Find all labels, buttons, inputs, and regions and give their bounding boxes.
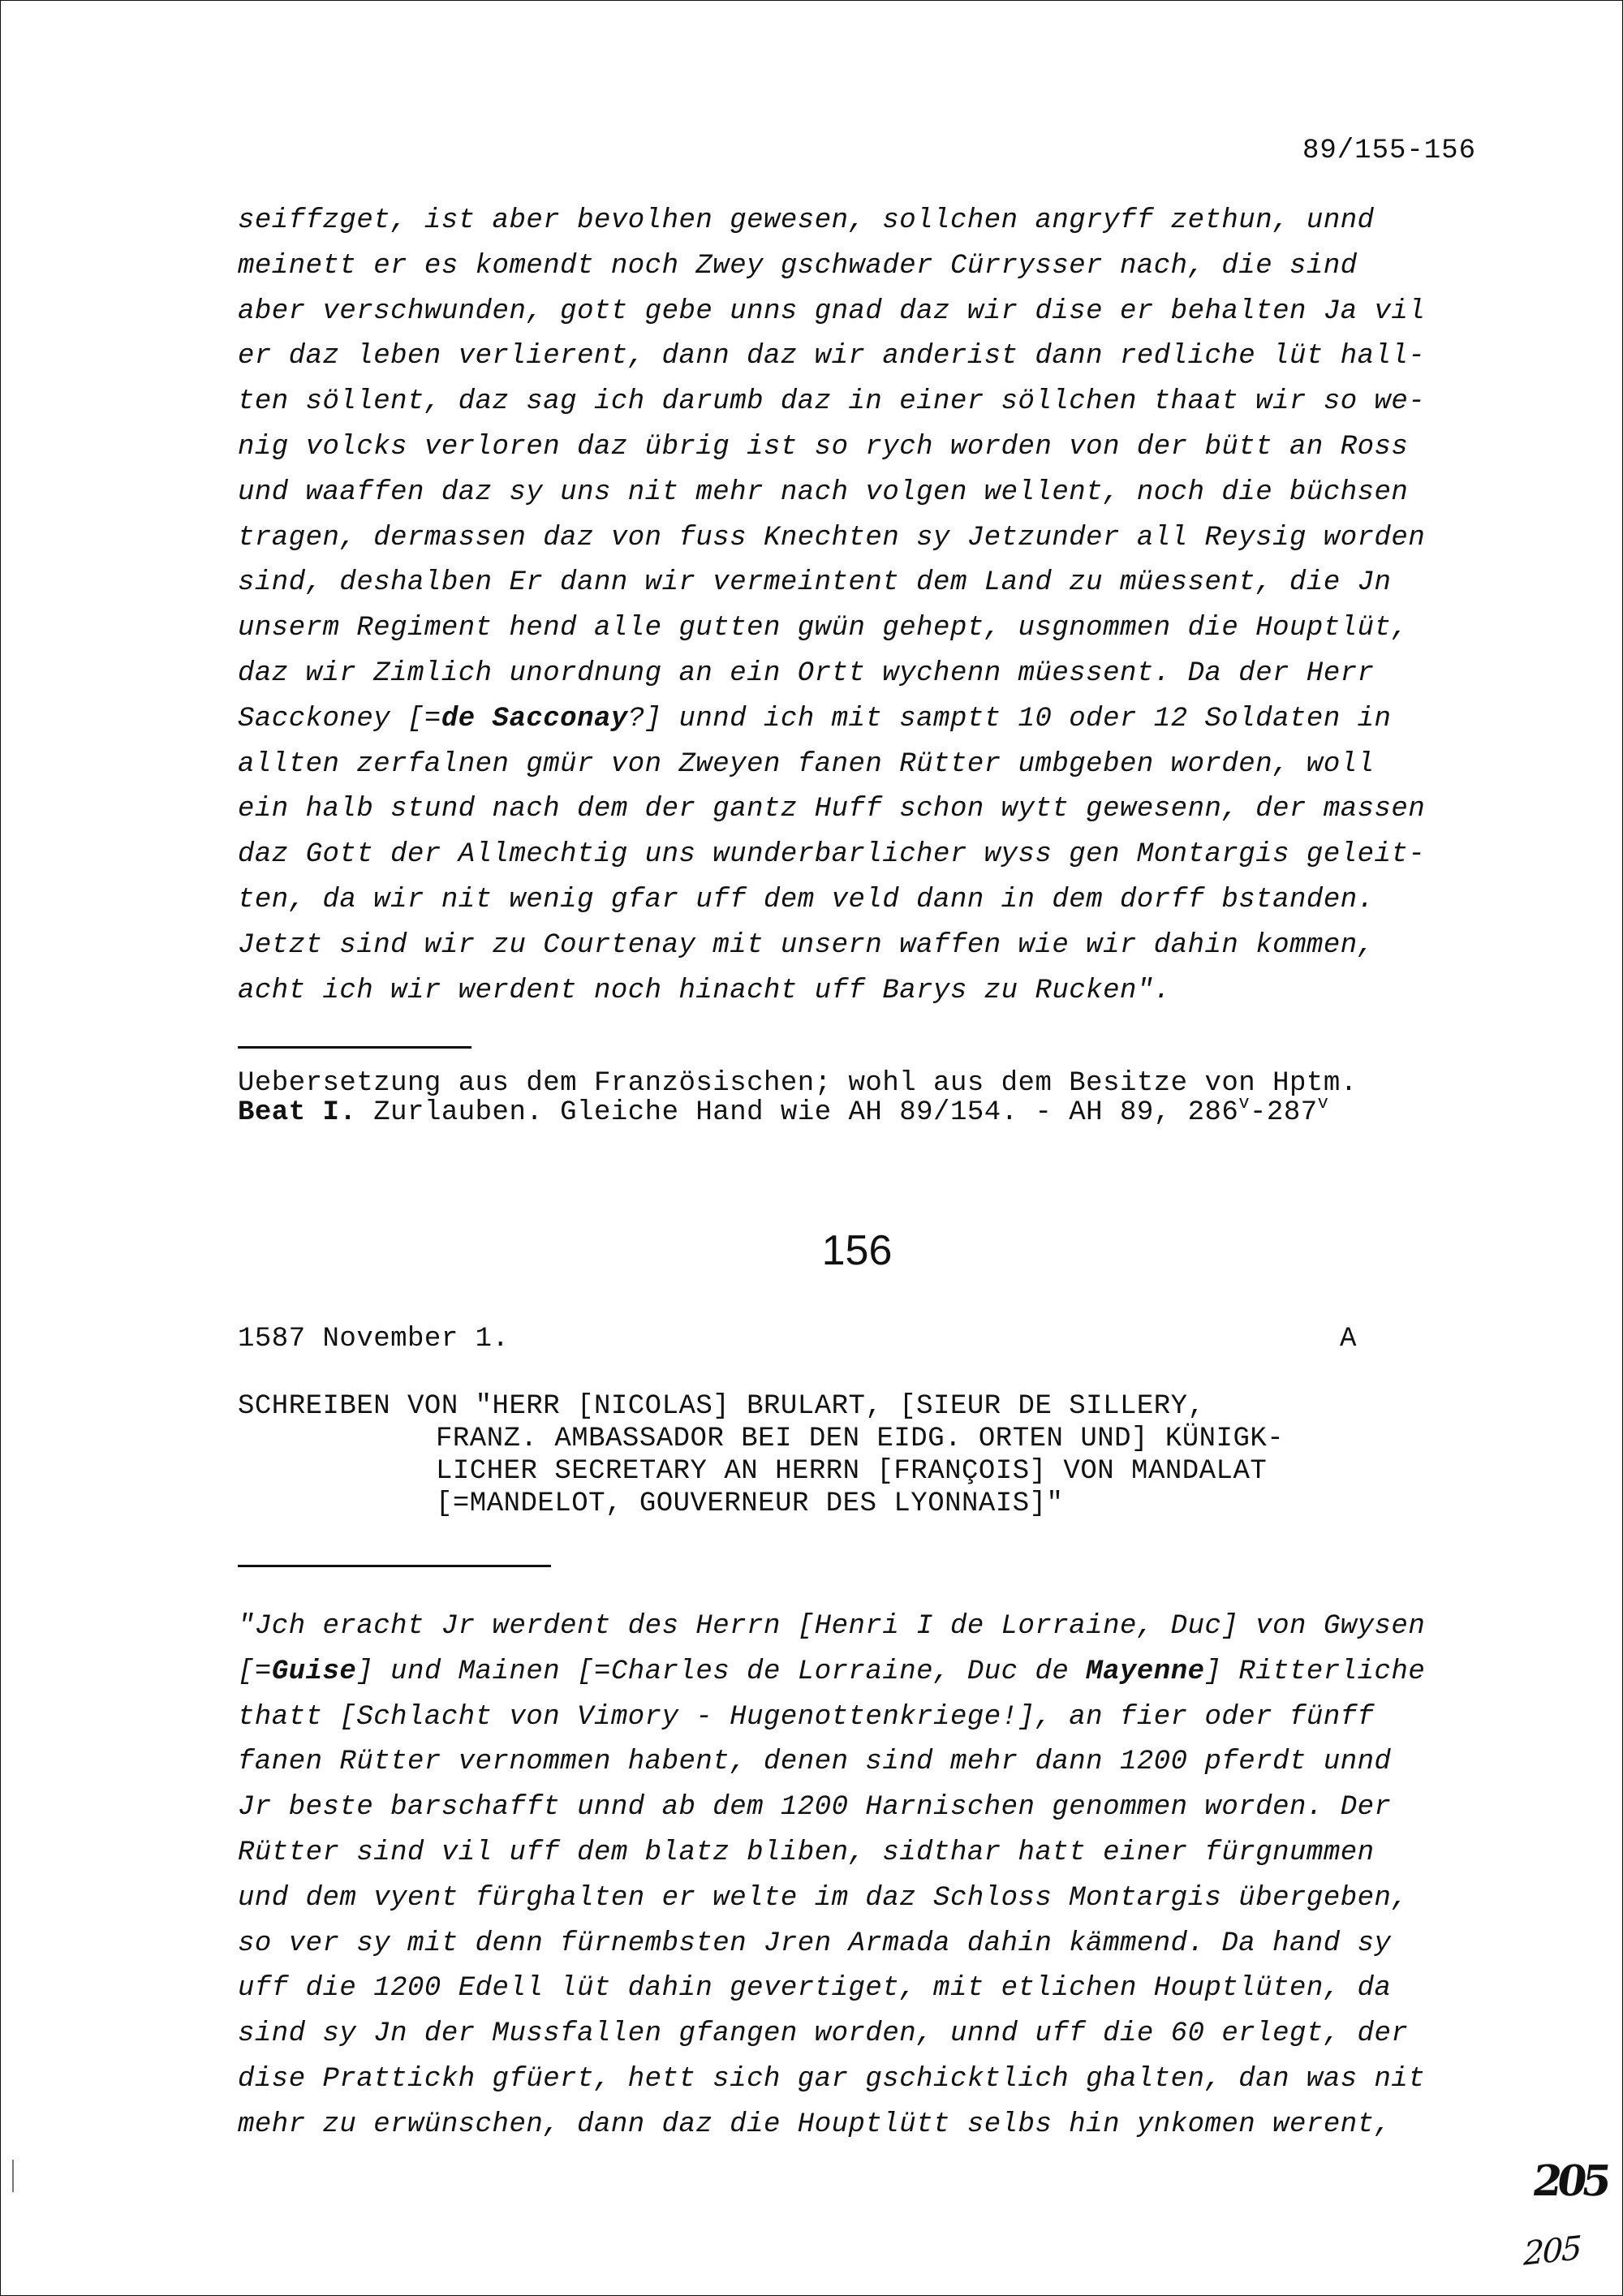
- text-segment: nig volcks verloren daz übrig ist so rych worden von der bütt an Ross: [238, 431, 1409, 463]
- margin-mark: [12, 2160, 14, 2192]
- text-segment: mehr zu erwünschen, dann daz die Houptlütt selbs hin ynkomen werent,: [238, 2109, 1392, 2140]
- heading-rule: [238, 1565, 551, 1567]
- footnote-line: [238, 1069, 1487, 1098]
- text-line: [238, 244, 1479, 290]
- footnote-bold-name: Beat I.: [238, 1097, 357, 1128]
- text-segment: Rütter sind vil uff dem blatz bliben, sidthar hatt einer fürgnummen: [238, 1837, 1375, 1868]
- heading-line: LICHER SECRETARY AN HERRN [FRANÇOIS] VON MANDALAT: [436, 1456, 1268, 1487]
- heading-line: [=MANDELOT, GOUVERNEUR DES LYONNAIS]": [436, 1488, 1064, 1519]
- text-line: [238, 606, 1479, 652]
- folio-stamp: 205: [1529, 2156, 1610, 2206]
- text-segment: aber verschwunden, gott gebe unns gnad daz wir dise er behalten Ja vil: [238, 295, 1426, 327]
- text-segment: unserm Regiment hend alle gutten gwün gehept, usgnommen die Houptlüt,: [238, 613, 1409, 644]
- text-line: [238, 1786, 1479, 1831]
- text-line: [238, 743, 1479, 788]
- text-line: [238, 1876, 1479, 1922]
- text-segment: Sacckoney [=: [238, 703, 441, 734]
- letter-text: [238, 1605, 1479, 2148]
- text-segment: meinett er es komendt noch Zwey gschwader Cürrysser nach, die sind: [238, 250, 1358, 282]
- footnote-superscript: v: [1238, 1093, 1251, 1114]
- text-line: [238, 516, 1479, 562]
- footnote-superscript: v: [1317, 1093, 1329, 1114]
- text-line: [238, 1740, 1479, 1786]
- bold-name: de Sacconay: [441, 703, 628, 734]
- text-segment: thatt [Schlacht von Vimory - Hugenottenkriege!], an fier oder fünff: [238, 1701, 1375, 1733]
- text-segment: Jr beste barschafft unnd ab dem 1200 Harnischen genommen worden. Der: [238, 1792, 1392, 1824]
- text-segment: Jetzt sind wir zu Courtenay mit unsern waffen wie wir dahin kommen,: [238, 929, 1375, 961]
- heading-line: SCHREIBEN VON "HERR [NICOLAS] BRULART, [SIEUR DE SILLERY,: [238, 1391, 1205, 1422]
- text-segment: ten söllent, daz sag ich darumb daz in einer söllchen thaat wir so we-: [238, 386, 1426, 418]
- document-grade: A: [1340, 1324, 1357, 1355]
- text-line: [238, 2057, 1479, 2103]
- text-segment: allten zerfalnen gmür von Zweyen fanen Rütter umbgeben worden, woll: [238, 748, 1375, 780]
- text-segment: ein halb stund nach dem der gantz Huff schon wytt gewesenn, der massen: [238, 794, 1426, 825]
- text-line: [238, 652, 1479, 697]
- handwritten-folio: 205: [1519, 2229, 1585, 2274]
- text-segment: sind sy Jn der Mussfallen gfangen worden, unnd uff die 60 erlegt, der: [238, 2018, 1409, 2050]
- text-segment: sind, deshalben Er dann wir vermeintent dem Land zu müessent, die Jn: [238, 567, 1392, 599]
- text-line: [238, 2012, 1479, 2057]
- document-heading: [238, 1390, 1487, 1520]
- text-line: [238, 334, 1479, 380]
- text-line: [238, 1605, 1479, 1650]
- text-segment: uff die 1200 Edell lüt dahin gevertiget, mit etlichen Houptlüten, da: [238, 1973, 1392, 2005]
- text-segment: fanen Rütter vernommen habent, denen sind mehr dann 1200 pferdt unnd: [238, 1747, 1392, 1778]
- page-reference: 89/155-156: [1302, 136, 1476, 166]
- footnote-rule: [238, 1046, 471, 1049]
- text-line: [238, 380, 1479, 425]
- footnote: [238, 1069, 1487, 1127]
- text-line: [238, 1966, 1479, 2012]
- text-segment: ?] unnd ich mit samptt 10 oder 12 Soldaten in: [627, 703, 1392, 734]
- text-line: [238, 878, 1479, 924]
- heading-line: FRANZ. AMBASSADOR BEI DEN EIDG. ORTEN UND] KÜNIGK-: [436, 1424, 1285, 1454]
- text-line: [238, 471, 1479, 516]
- bold-name: Mayenne: [1086, 1656, 1205, 1687]
- footnote-text: Uebersetzung aus dem Französischen; wohl aus dem Besitze von Hptm.: [238, 1068, 1358, 1099]
- text-segment: und dem vyent fürghalten er welte im daz Schloss Montargis übergeben,: [238, 1882, 1409, 1914]
- footnote-text: Zurlauben. Gleiche Hand wie AH 89/154. - AH 89, 286: [356, 1097, 1239, 1128]
- footnote-text: -287: [1250, 1097, 1318, 1128]
- document-number: 156: [821, 1227, 893, 1274]
- text-line: [238, 425, 1479, 471]
- footnote-line: [238, 1093, 1487, 1128]
- text-line: [238, 969, 1479, 1014]
- text-segment: [=: [238, 1656, 272, 1687]
- text-segment: ] und Mainen [=Charles de Lorraine, Duc de: [356, 1656, 1087, 1687]
- text-line: [238, 697, 1479, 743]
- continuation-text: [238, 199, 1479, 1014]
- text-line: [238, 833, 1479, 878]
- text-line: [238, 1922, 1479, 1967]
- text-segment: ] Ritterliche: [1204, 1656, 1426, 1687]
- text-segment: daz Gott der Allmechtig uns wunderbarlicher wyss gen Montargis geleit-: [238, 839, 1426, 871]
- text-line: [238, 787, 1479, 833]
- text-segment: dise Prattickh gfüert, hett sich gar gschicktlich ghalten, dan was nit: [238, 2063, 1426, 2095]
- text-line: [238, 290, 1479, 335]
- bold-name: Guise: [271, 1656, 357, 1687]
- text-segment: ten, da wir nit wenig gfar uff dem veld dann in dem dorff bstanden.: [238, 884, 1375, 915]
- text-line: [238, 1695, 1479, 1741]
- text-segment: daz wir Zimlich unordnung an ein Ortt wychenn müessent. Da der Herr: [238, 657, 1375, 689]
- text-segment: so ver sy mit denn fürnembsten Jren Armada dahin kämmend. Da hand sy: [238, 1928, 1392, 1959]
- text-segment: und waaffen daz sy uns nit mehr nach volgen wellent, noch die büchsen: [238, 476, 1409, 508]
- text-line: [238, 2103, 1479, 2148]
- text-segment: er daz leben verlierent, dann daz wir anderist dann redliche lüt hall-: [238, 341, 1426, 373]
- text-segment: tragen, dermassen daz von fuss Knechten sy Jetzunder all Reysig worden: [238, 522, 1426, 554]
- text-line: [238, 1650, 1479, 1695]
- text-line: [238, 924, 1479, 969]
- text-segment: "Jch eracht Jr werdent des Herrn [Henri I de Lorraine, Duc] von Gwysen: [238, 1611, 1426, 1642]
- document-date: 1587 November 1.: [238, 1324, 510, 1355]
- text-line: [238, 199, 1479, 244]
- text-line: [238, 561, 1479, 606]
- text-segment: acht ich wir werdent noch hinacht uff Barys zu Rucken".: [238, 975, 1171, 1006]
- text-line: [238, 1831, 1479, 1876]
- text-segment: seiffzget, ist aber bevolhen gewesen, sollchen angryff zethun, unnd: [238, 205, 1375, 236]
